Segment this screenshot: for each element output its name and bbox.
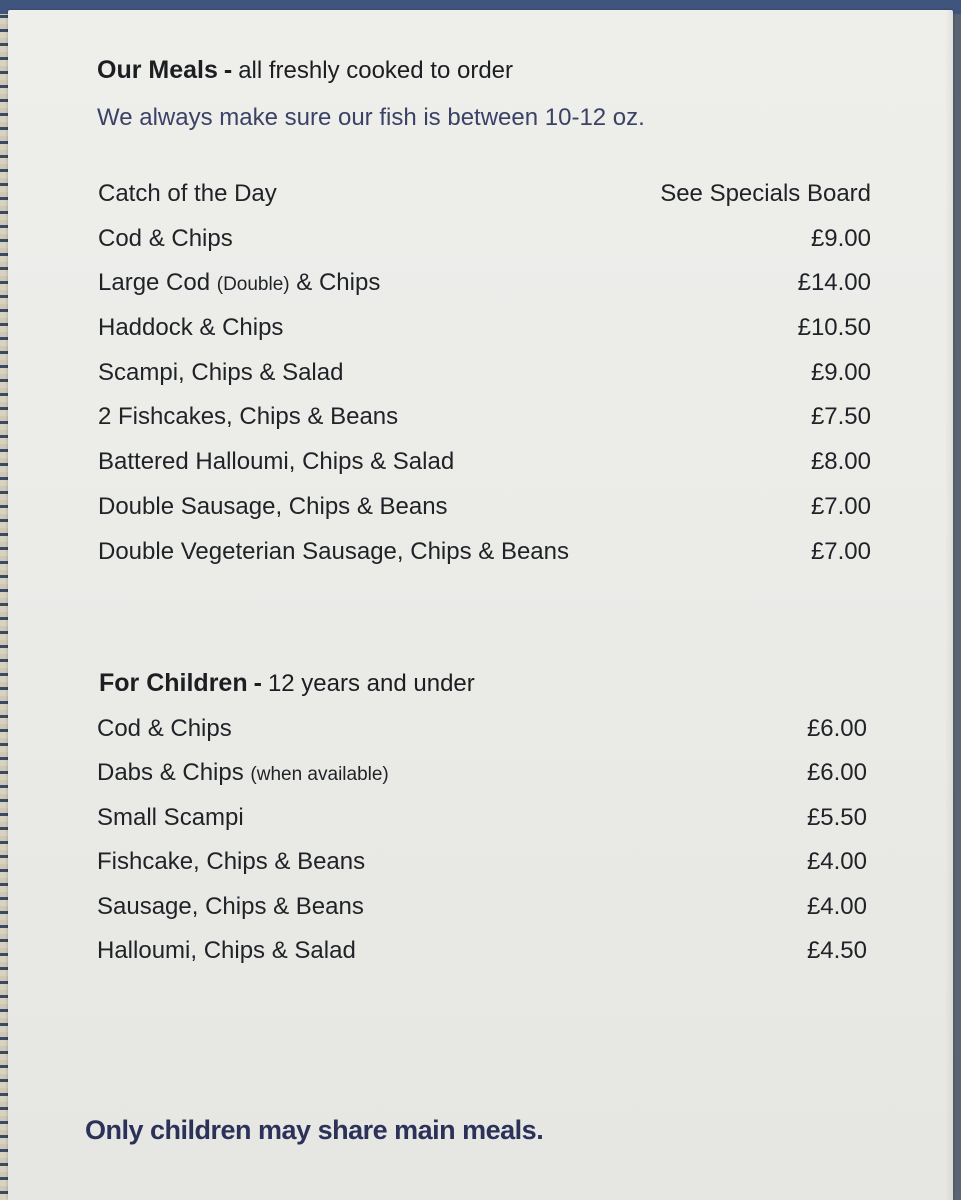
menu-item-price: £9.00 <box>810 358 871 386</box>
sharing-policy-note: Only children may share main meals. <box>85 1115 544 1145</box>
menu-item-price: £14.00 <box>797 269 871 297</box>
menu-item-row <box>97 848 867 892</box>
children-heading-separator: - <box>253 669 262 697</box>
menu-item-row <box>98 403 871 448</box>
menu-item-name: Catch of the Day <box>98 180 277 207</box>
menu-item-name: Large Cod (Double) & Chips <box>98 269 381 297</box>
meals-heading-separator: - <box>223 56 233 84</box>
children-list <box>97 715 867 981</box>
menu-item-row <box>98 359 871 404</box>
menu-item-row <box>97 937 867 981</box>
menu-item-price: £4.50 <box>806 936 867 964</box>
menu-item-aside: (when available) <box>250 764 389 786</box>
menu-item-row <box>98 314 871 359</box>
menu-item-price: £4.00 <box>806 848 867 876</box>
meals-title: Our Meals <box>97 56 218 84</box>
menu-item-aside: (Double) <box>216 274 290 296</box>
children-title: For Children <box>99 669 248 697</box>
meals-list <box>98 180 871 582</box>
menu-item-name: 2 Fishcakes, Chips & Beans <box>98 403 399 431</box>
menu-item-row <box>98 538 871 583</box>
menu-item-row <box>98 448 871 493</box>
menu-item-name: Scampi, Chips & Salad <box>98 358 344 386</box>
page-edge-shadow <box>945 10 953 1200</box>
menu-item-name: Small Scampi <box>97 803 244 831</box>
menu-item-price: £7.50 <box>810 403 871 431</box>
menu-item-name: Haddock & Chips <box>98 314 284 342</box>
menu-item-row <box>97 893 867 937</box>
menu-item-row <box>97 804 867 848</box>
menu-item-price: £10.50 <box>797 314 871 342</box>
menu-item-row <box>98 180 871 225</box>
menu-item-name: Double Sausage, Chips & Beans <box>98 492 448 520</box>
menu-item-name: Double Vegeterian Sausage, Chips & Beans <box>98 537 569 565</box>
menu-item-name: Halloumi, Chips & Salad <box>97 936 356 964</box>
menu-item-price: £8.00 <box>810 448 871 476</box>
menu-item-price: £7.00 <box>810 492 871 520</box>
menu-item-name: Sausage, Chips & Beans <box>97 892 364 920</box>
menu-item-price: £6.00 <box>806 759 867 787</box>
menu-item-name: Fishcake, Chips & Beans <box>97 848 366 876</box>
fish-weight-note: We always make sure our fish is between 10-12 oz. <box>97 104 645 131</box>
menu-item-price: £9.00 <box>810 224 871 252</box>
meals-subtitle: all freshly cooked to order <box>238 57 514 84</box>
meals-heading <box>97 56 513 85</box>
menu-item-price: £6.00 <box>806 715 867 742</box>
menu-item-name: Cod & Chips <box>98 224 233 252</box>
menu-item-name: Battered Halloumi, Chips & Salad <box>98 448 455 476</box>
menu-item-price: £5.50 <box>806 803 867 831</box>
menu-item-row <box>97 759 867 803</box>
menu-item-price: £7.00 <box>810 537 871 565</box>
menu-item-price: See Specials Board <box>660 180 871 207</box>
children-heading <box>99 669 475 698</box>
menu-item-row <box>98 269 871 314</box>
children-subtitle: 12 years and under <box>267 670 475 697</box>
menu-item-name: Cod & Chips <box>97 715 232 742</box>
menu-item-row <box>98 225 871 270</box>
menu-item-name: Dabs & Chips (when available) <box>97 759 389 787</box>
menu-item-price: £4.00 <box>806 892 867 920</box>
menu-item-row <box>97 715 867 759</box>
menu-item-row <box>98 493 871 538</box>
